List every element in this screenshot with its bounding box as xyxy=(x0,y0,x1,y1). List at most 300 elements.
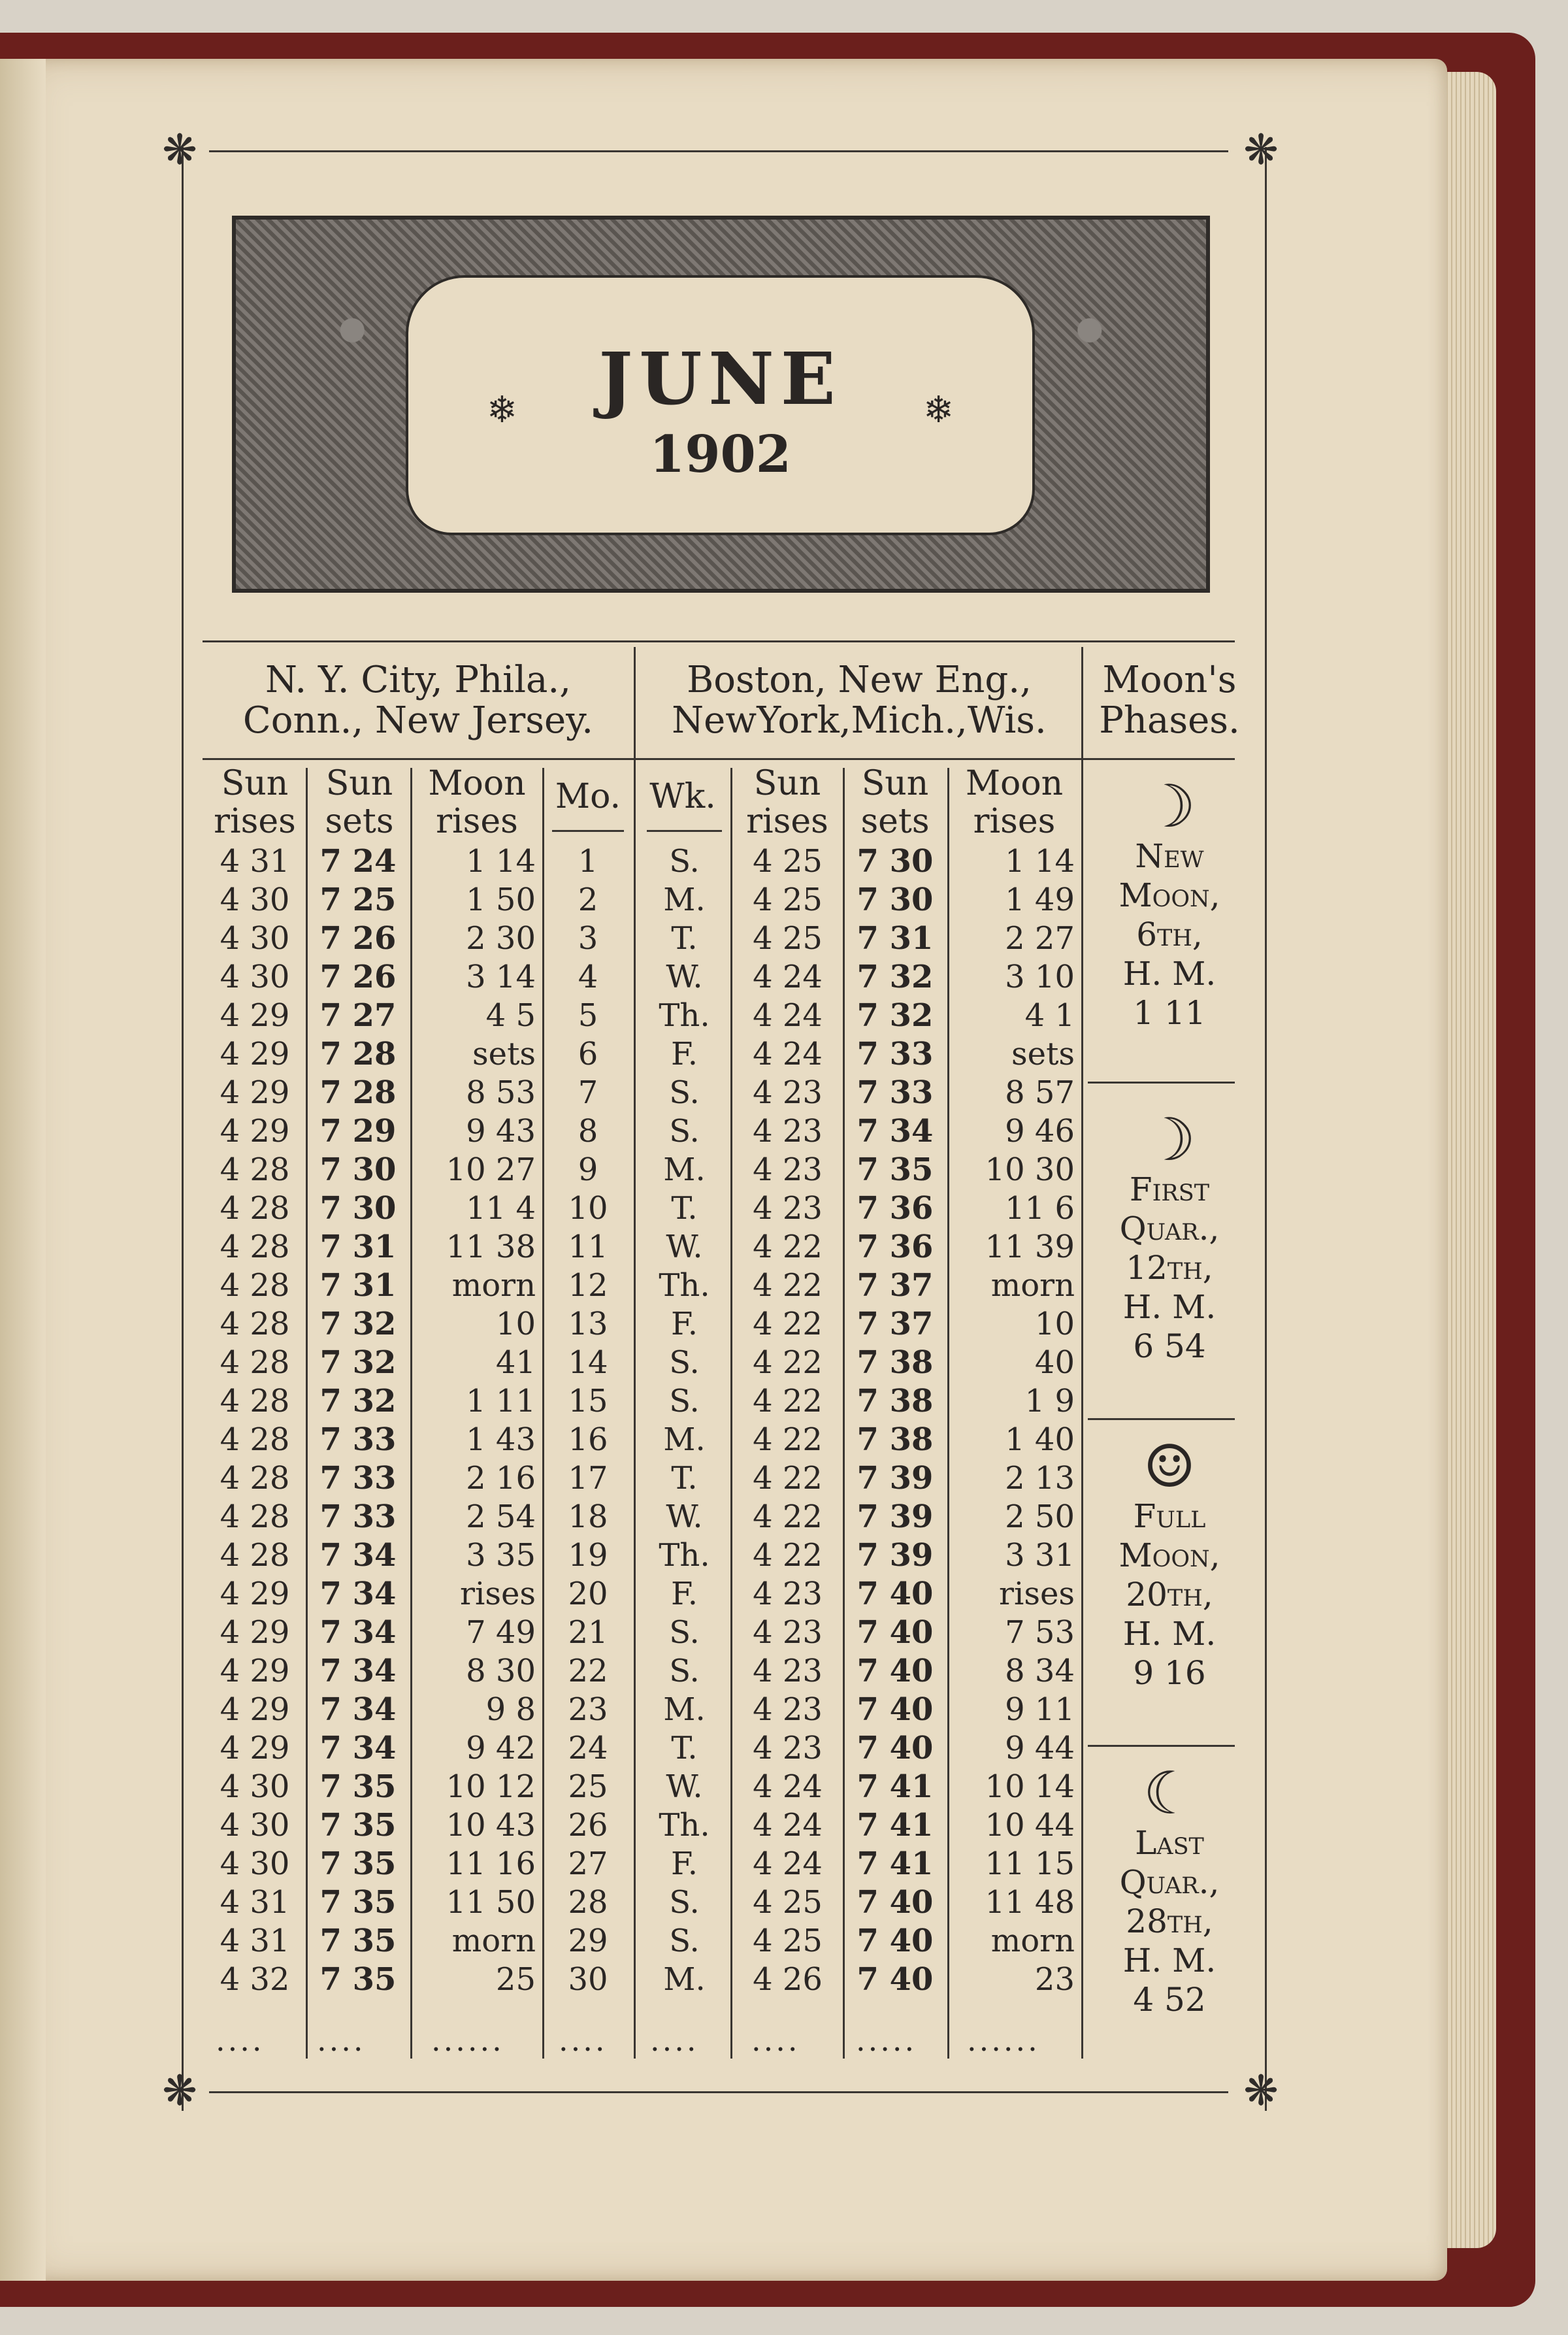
month-day-cell: 14 xyxy=(568,1344,608,1381)
ny-sun-rises-cell: 4 31 xyxy=(220,1923,290,1959)
column-end-dots: .... xyxy=(559,2023,608,2058)
group-header-ny: N. Y. City, Phila., Conn., New Jersey. xyxy=(242,659,594,742)
week-day-cell: S. xyxy=(669,1074,700,1111)
month-day-cell: 20 xyxy=(568,1576,608,1612)
week-day-cell: S. xyxy=(669,1344,700,1381)
table-top-rule xyxy=(203,640,1235,642)
boston-moon-rises-cell: morn xyxy=(990,1923,1075,1959)
ny-sun-rises-cell: 4 28 xyxy=(220,1383,290,1419)
boston-moon-rises-cell: 40 xyxy=(1034,1344,1075,1381)
group-header-boston: Boston, New Eng., NewYork,Mich.,Wis. xyxy=(672,659,1047,742)
month-day-cell: 17 xyxy=(568,1460,608,1497)
month-day-cell: 22 xyxy=(568,1653,608,1689)
boston-sun-sets-cell: 7 33 xyxy=(857,1036,934,1072)
boston-sun-rises-cell: 4 23 xyxy=(753,1151,823,1188)
ny-moon-rises-cell: 1 11 xyxy=(466,1383,536,1419)
ny-sun-rises-cell: 4 30 xyxy=(220,1768,290,1805)
boston-sun-rises-cell: 4 25 xyxy=(753,1884,823,1921)
ny-sun-sets-cell: 7 25 xyxy=(319,882,397,918)
ny-sun-sets-cell: 7 26 xyxy=(319,959,397,995)
week-day-cell: S. xyxy=(669,843,700,880)
ny-sun-sets-cell: 7 29 xyxy=(319,1113,397,1150)
boston-sun-sets-cell: 7 31 xyxy=(857,920,934,957)
week-day-cell: S. xyxy=(669,1923,700,1959)
boston-moon-rises-cell: 9 44 xyxy=(1005,1730,1075,1766)
boston-sun-sets-cell: 7 38 xyxy=(857,1421,934,1458)
full-moon-face-icon: ☺ xyxy=(1143,1432,1196,1501)
boston-sun-rises-cell: 4 24 xyxy=(753,959,823,995)
month-day-cell: 11 xyxy=(568,1229,608,1265)
phase-new-moon xyxy=(1085,772,1254,1033)
ny-sun-sets-cell: 7 35 xyxy=(319,1846,397,1882)
phase-divider xyxy=(1088,1418,1235,1420)
week-day-cell: Th. xyxy=(659,997,710,1034)
ny-moon-rises-cell: 3 14 xyxy=(466,959,536,995)
boston-moon-rises-cell: 4 1 xyxy=(1024,997,1075,1034)
boston-sun-sets-cell: 7 41 xyxy=(857,1807,934,1844)
corner-ornament-icon: ❋ xyxy=(162,2067,197,2115)
ny-moon-rises-cell: 9 8 xyxy=(485,1691,536,1728)
boston-moon-rises-cell: 11 15 xyxy=(985,1846,1075,1882)
phase-name: Last Quar., xyxy=(1119,1824,1220,1901)
boston-sun-rises-cell: 4 22 xyxy=(753,1229,823,1265)
ny-moon-rises-cell: 9 42 xyxy=(466,1730,536,1766)
ny-sun-rises-cell: 4 29 xyxy=(220,1113,290,1150)
ny-sun-rises-cell: 4 31 xyxy=(220,1884,290,1921)
ny-sun-rises-cell: 4 30 xyxy=(220,1846,290,1882)
month-day-cell: 25 xyxy=(568,1768,608,1805)
boston-moon-rises-cell: 8 57 xyxy=(1005,1074,1075,1111)
boston-sun-sets-cell: 7 38 xyxy=(857,1344,934,1381)
col-head-ny-sun-rises: Sun rises xyxy=(214,764,296,841)
boston-sun-sets-cell: 7 38 xyxy=(857,1383,934,1419)
ny-moon-rises-cell: morn xyxy=(451,1267,536,1304)
week-day-cell: S. xyxy=(669,1113,700,1150)
boston-sun-sets-cell: 7 41 xyxy=(857,1846,934,1882)
ny-sun-rises-cell: 4 29 xyxy=(220,1614,290,1651)
boston-sun-rises-cell: 4 25 xyxy=(753,920,823,957)
ny-sun-rises-cell: 4 30 xyxy=(220,882,290,918)
boston-sun-rises-cell: 4 22 xyxy=(753,1460,823,1497)
ny-moon-rises-cell: 1 43 xyxy=(466,1421,536,1458)
month-day-cell: 9 xyxy=(578,1151,598,1188)
week-day-cell: T. xyxy=(671,1730,698,1766)
boston-sun-sets-cell: 7 39 xyxy=(857,1460,934,1497)
phase-hm-label: H. M. xyxy=(1122,1288,1217,1326)
month-header-banner xyxy=(232,216,1210,593)
ny-moon-rises-cell: 10 43 xyxy=(446,1807,536,1844)
month-day-cell: 4 xyxy=(578,959,598,995)
phase-day: 20th, xyxy=(1126,1576,1213,1614)
boston-sun-rises-cell: 4 22 xyxy=(753,1267,823,1304)
col-head-month-day: Mo. xyxy=(555,777,621,816)
boston-moon-rises-cell: morn xyxy=(990,1267,1075,1304)
boston-sun-sets-cell: 7 36 xyxy=(857,1190,934,1227)
ny-moon-rises-cell: rises xyxy=(460,1576,536,1612)
first-quarter-moon-icon: ☽ xyxy=(1143,1106,1196,1174)
boston-sun-rises-cell: 4 23 xyxy=(753,1074,823,1111)
week-day-cell: S. xyxy=(669,1383,700,1419)
week-day-cell: Th. xyxy=(659,1807,710,1844)
group-header-rule xyxy=(203,758,1235,760)
phase-time: 4 52 xyxy=(1133,1981,1206,2019)
ny-moon-rises-cell: 10 xyxy=(495,1306,536,1342)
month-day-cell: 24 xyxy=(568,1730,608,1766)
boston-sun-rises-cell: 4 23 xyxy=(753,1190,823,1227)
month-day-cell: 15 xyxy=(568,1383,608,1419)
ny-moon-rises-cell: 8 53 xyxy=(466,1074,536,1111)
boston-sun-rises-cell: 4 24 xyxy=(753,1036,823,1072)
week-day-cell: F. xyxy=(670,1846,698,1882)
phase-divider xyxy=(1088,1745,1235,1747)
ny-sun-rises-cell: 4 29 xyxy=(220,1653,290,1689)
wk-underline xyxy=(647,830,722,832)
week-day-cell: Th. xyxy=(659,1537,710,1574)
ny-sun-sets-cell: 7 35 xyxy=(319,1884,397,1921)
boston-sun-rises-cell: 4 22 xyxy=(753,1306,823,1342)
boston-sun-sets-cell: 7 40 xyxy=(857,1961,934,1998)
ny-sun-rises-cell: 4 28 xyxy=(220,1499,290,1535)
boston-moon-rises-cell: 1 40 xyxy=(1005,1421,1075,1458)
week-day-cell: W. xyxy=(666,959,703,995)
ny-sun-sets-cell: 7 27 xyxy=(319,997,397,1034)
col-head-ny-moon-rises: Moon rises xyxy=(428,764,526,841)
ny-moon-rises-cell: 3 35 xyxy=(466,1537,536,1574)
boston-moon-rises-cell: 10 14 xyxy=(985,1768,1075,1805)
month-header-cartouche xyxy=(406,275,1035,535)
ny-sun-sets-cell: 7 33 xyxy=(319,1499,397,1535)
month-day-cell: 28 xyxy=(568,1884,608,1921)
month-day-cell: 13 xyxy=(568,1306,608,1342)
ny-moon-rises-cell: 2 54 xyxy=(466,1499,536,1535)
ny-sun-rises-cell: 4 32 xyxy=(220,1961,290,1998)
ny-sun-sets-cell: 7 31 xyxy=(319,1267,397,1304)
corner-ornament-icon: ❋ xyxy=(1243,126,1279,174)
column-divider xyxy=(947,768,949,2059)
ny-moon-rises-cell: 10 12 xyxy=(446,1768,536,1805)
ny-moon-rises-cell: 11 4 xyxy=(466,1190,536,1227)
boston-sun-sets-cell: 7 37 xyxy=(857,1267,934,1304)
ny-moon-rises-cell: 9 43 xyxy=(466,1113,536,1150)
ny-moon-rises-cell: 7 49 xyxy=(466,1614,536,1651)
col-head-boston-sun-rises: Sun rises xyxy=(746,764,828,841)
boston-sun-rises-cell: 4 26 xyxy=(753,1961,823,1998)
boston-sun-sets-cell: 7 41 xyxy=(857,1768,934,1805)
ny-sun-sets-cell: 7 24 xyxy=(319,843,397,880)
week-day-cell: W. xyxy=(666,1768,703,1805)
ny-moon-rises-cell: 11 50 xyxy=(446,1884,536,1921)
ny-sun-sets-cell: 7 35 xyxy=(319,1961,397,1998)
ny-sun-rises-cell: 4 29 xyxy=(220,1691,290,1728)
ny-moon-rises-cell: 41 xyxy=(495,1344,536,1381)
col-head-boston-moon-rises: Moon rises xyxy=(965,764,1064,841)
boston-moon-rises-cell: 3 31 xyxy=(1005,1537,1075,1574)
week-day-cell: T. xyxy=(671,1460,698,1497)
boston-sun-sets-cell: 7 40 xyxy=(857,1691,934,1728)
ny-sun-sets-cell: 7 35 xyxy=(319,1768,397,1805)
ny-sun-rises-cell: 4 29 xyxy=(220,997,290,1034)
ny-sun-sets-cell: 7 34 xyxy=(319,1730,397,1766)
phase-day: 6th, xyxy=(1136,916,1203,953)
boston-sun-sets-cell: 7 40 xyxy=(857,1884,934,1921)
boston-sun-rises-cell: 4 22 xyxy=(753,1383,823,1419)
column-end-dots: .... xyxy=(317,2023,366,2058)
ny-sun-sets-cell: 7 30 xyxy=(319,1190,397,1227)
week-day-cell: M. xyxy=(663,1151,706,1188)
phase-hm-label: H. M. xyxy=(1122,955,1217,993)
year-title: 1902 xyxy=(649,425,792,484)
ny-sun-rises-cell: 4 28 xyxy=(220,1151,290,1188)
ny-sun-sets-cell: 7 34 xyxy=(319,1537,397,1574)
month-day-cell: 10 xyxy=(568,1190,608,1227)
ny-sun-rises-cell: 4 30 xyxy=(220,920,290,957)
ny-sun-sets-cell: 7 26 xyxy=(319,920,397,957)
boston-sun-rises-cell: 4 24 xyxy=(753,1768,823,1805)
boston-sun-sets-cell: 7 39 xyxy=(857,1537,934,1574)
boston-sun-sets-cell: 7 40 xyxy=(857,1653,934,1689)
month-day-cell: 2 xyxy=(578,882,598,918)
ny-sun-sets-cell: 7 31 xyxy=(319,1229,397,1265)
col-head-ny-sun-sets: Sun sets xyxy=(325,764,394,841)
boston-moon-rises-cell: 23 xyxy=(1034,1961,1075,1998)
boston-moon-rises-cell: 10 30 xyxy=(985,1151,1075,1188)
month-title: JUNE xyxy=(598,337,842,421)
ny-sun-rises-cell: 4 29 xyxy=(220,1576,290,1612)
new-moon-icon: ☽ xyxy=(1143,772,1196,841)
boston-sun-rises-cell: 4 23 xyxy=(753,1653,823,1689)
ny-sun-rises-cell: 4 29 xyxy=(220,1074,290,1111)
phase-first-quarter xyxy=(1085,1106,1254,1366)
week-day-cell: M. xyxy=(663,882,706,918)
ny-sun-rises-cell: 4 28 xyxy=(220,1537,290,1574)
boston-sun-rises-cell: 4 22 xyxy=(753,1537,823,1574)
boston-sun-rises-cell: 4 24 xyxy=(753,1846,823,1882)
boston-sun-rises-cell: 4 23 xyxy=(753,1113,823,1150)
ny-sun-sets-cell: 7 34 xyxy=(319,1653,397,1689)
month-day-cell: 5 xyxy=(578,997,598,1034)
group-divider xyxy=(1081,647,1083,2059)
month-day-cell: 12 xyxy=(568,1267,608,1304)
week-day-cell: W. xyxy=(666,1499,703,1535)
ny-sun-rises-cell: 4 28 xyxy=(220,1460,290,1497)
ny-moon-rises-cell: 1 50 xyxy=(466,882,536,918)
column-end-dots: ...... xyxy=(967,2023,1040,2058)
month-day-cell: 27 xyxy=(568,1846,608,1882)
boston-sun-sets-cell: 7 40 xyxy=(857,1576,934,1612)
week-day-cell: S. xyxy=(669,1884,700,1921)
ny-moon-rises-cell: 11 16 xyxy=(446,1846,536,1882)
boston-sun-sets-cell: 7 40 xyxy=(857,1614,934,1651)
month-day-cell: 8 xyxy=(578,1113,598,1150)
boston-moon-rises-cell: 11 39 xyxy=(985,1229,1075,1265)
ny-sun-rises-cell: 4 31 xyxy=(220,843,290,880)
ny-sun-sets-cell: 7 32 xyxy=(319,1344,397,1381)
column-end-dots: .... xyxy=(650,2023,699,2058)
corner-ornament-icon: ❋ xyxy=(162,126,197,174)
month-day-cell: 21 xyxy=(568,1614,608,1651)
phase-name: Full Moon, xyxy=(1119,1497,1220,1574)
ny-moon-rises-cell: 25 xyxy=(495,1961,536,1998)
ny-moon-rises-cell: morn xyxy=(451,1923,536,1959)
column-divider xyxy=(410,768,412,2059)
boston-sun-sets-cell: 7 32 xyxy=(857,997,934,1034)
month-day-cell: 23 xyxy=(568,1691,608,1728)
month-day-cell: 29 xyxy=(568,1923,608,1959)
week-day-cell: T. xyxy=(671,920,698,957)
week-day-cell: W. xyxy=(666,1229,703,1265)
boston-moon-rises-cell: 2 13 xyxy=(1005,1460,1075,1497)
boston-sun-rises-cell: 4 22 xyxy=(753,1421,823,1458)
week-day-cell: F. xyxy=(670,1036,698,1072)
ny-sun-sets-cell: 7 34 xyxy=(319,1614,397,1651)
boston-sun-rises-cell: 4 23 xyxy=(753,1730,823,1766)
month-day-cell: 1 xyxy=(578,843,598,880)
boston-sun-sets-cell: 7 40 xyxy=(857,1730,934,1766)
boston-moon-rises-cell: 7 53 xyxy=(1005,1614,1075,1651)
boston-sun-sets-cell: 7 39 xyxy=(857,1499,934,1535)
ny-sun-sets-cell: 7 34 xyxy=(319,1576,397,1612)
boston-moon-rises-cell: 3 10 xyxy=(1005,959,1075,995)
month-day-cell: 3 xyxy=(578,920,598,957)
boston-moon-rises-cell: 10 xyxy=(1034,1306,1075,1342)
boston-sun-rises-cell: 4 22 xyxy=(753,1344,823,1381)
ny-sun-rises-cell: 4 28 xyxy=(220,1306,290,1342)
boston-moon-rises-cell: 1 14 xyxy=(1005,843,1075,880)
ny-sun-rises-cell: 4 28 xyxy=(220,1229,290,1265)
phase-name: New Moon, xyxy=(1119,837,1220,914)
week-day-cell: M. xyxy=(663,1421,706,1458)
star-icon: ❄ xyxy=(487,389,517,431)
week-day-cell: Th. xyxy=(659,1267,710,1304)
month-day-cell: 18 xyxy=(568,1499,608,1535)
ny-sun-rises-cell: 4 29 xyxy=(220,1730,290,1766)
boston-moon-rises-cell: 9 46 xyxy=(1005,1113,1075,1150)
ny-moon-rises-cell: 10 27 xyxy=(446,1151,536,1188)
boston-sun-sets-cell: 7 32 xyxy=(857,959,934,995)
week-day-cell: S. xyxy=(669,1614,700,1651)
boston-sun-rises-cell: 4 25 xyxy=(753,882,823,918)
column-divider xyxy=(306,768,308,2059)
boston-sun-sets-cell: 7 30 xyxy=(857,882,934,918)
column-divider xyxy=(542,768,544,2059)
phase-last-quarter xyxy=(1085,1759,1254,2019)
month-day-cell: 26 xyxy=(568,1807,608,1844)
boston-sun-rises-cell: 4 22 xyxy=(753,1499,823,1535)
phase-name: First Quar., xyxy=(1119,1170,1220,1248)
month-day-cell: 6 xyxy=(578,1036,598,1072)
star-icon: ❄ xyxy=(923,389,954,431)
boston-sun-sets-cell: 7 37 xyxy=(857,1306,934,1342)
phase-time: 1 11 xyxy=(1133,994,1206,1032)
phase-divider xyxy=(1088,1082,1235,1084)
boston-moon-rises-cell: 9 11 xyxy=(1005,1691,1075,1728)
week-day-cell: T. xyxy=(671,1190,698,1227)
ny-sun-rises-cell: 4 28 xyxy=(220,1267,290,1304)
phase-day: 12th, xyxy=(1126,1249,1213,1287)
col-head-boston-sun-sets: Sun sets xyxy=(860,764,930,841)
boston-moon-rises-cell: rises xyxy=(999,1576,1075,1612)
group-header-moon: Moon's Phases. xyxy=(1099,659,1240,742)
boston-sun-rises-cell: 4 23 xyxy=(753,1691,823,1728)
week-day-cell: M. xyxy=(663,1691,706,1728)
boston-sun-rises-cell: 4 23 xyxy=(753,1614,823,1651)
ny-sun-sets-cell: 7 34 xyxy=(319,1691,397,1728)
ny-sun-sets-cell: 7 33 xyxy=(319,1460,397,1497)
boston-sun-sets-cell: 7 30 xyxy=(857,843,934,880)
month-day-cell: 16 xyxy=(568,1421,608,1458)
month-day-cell: 19 xyxy=(568,1537,608,1574)
phase-day: 28th, xyxy=(1126,1902,1213,1940)
ny-sun-sets-cell: 7 28 xyxy=(319,1036,397,1072)
corner-ornament-icon: ❋ xyxy=(1243,2067,1279,2115)
boston-sun-rises-cell: 4 24 xyxy=(753,997,823,1034)
col-head-week-day: Wk. xyxy=(649,777,716,816)
ny-sun-rises-cell: 4 30 xyxy=(220,959,290,995)
last-quarter-moon-icon: ☾ xyxy=(1143,1759,1196,1828)
ny-moon-rises-cell: 1 14 xyxy=(466,843,536,880)
column-divider xyxy=(843,768,845,2059)
ny-sun-rises-cell: 4 29 xyxy=(220,1036,290,1072)
boston-sun-rises-cell: 4 23 xyxy=(753,1576,823,1612)
boston-moon-rises-cell: 1 9 xyxy=(1024,1383,1075,1419)
ny-moon-rises-cell: 8 30 xyxy=(466,1653,536,1689)
ny-sun-sets-cell: 7 30 xyxy=(319,1151,397,1188)
ny-moon-rises-cell: 4 5 xyxy=(485,997,536,1034)
column-end-dots: ..... xyxy=(856,2023,917,2058)
phase-time: 6 54 xyxy=(1133,1327,1206,1365)
ny-moon-rises-cell: sets xyxy=(472,1036,536,1072)
boston-moon-rises-cell: 8 34 xyxy=(1005,1653,1075,1689)
month-day-cell: 7 xyxy=(578,1074,598,1111)
boston-moon-rises-cell: 2 50 xyxy=(1005,1499,1075,1535)
boston-sun-rises-cell: 4 24 xyxy=(753,1807,823,1844)
boston-sun-rises-cell: 4 25 xyxy=(753,1923,823,1959)
boston-sun-sets-cell: 7 35 xyxy=(857,1151,934,1188)
phase-time: 9 16 xyxy=(1133,1654,1206,1692)
ny-sun-sets-cell: 7 32 xyxy=(319,1306,397,1342)
ny-sun-rises-cell: 4 30 xyxy=(220,1807,290,1844)
column-end-dots: ...... xyxy=(431,2023,504,2058)
column-end-dots: .... xyxy=(751,2023,800,2058)
phase-full-moon xyxy=(1085,1432,1254,1693)
boston-moon-rises-cell: 11 6 xyxy=(1005,1190,1075,1227)
boston-sun-sets-cell: 7 40 xyxy=(857,1923,934,1959)
column-divider xyxy=(730,768,732,2059)
column-end-dots: .... xyxy=(216,2023,265,2058)
week-day-cell: M. xyxy=(663,1961,706,1998)
ny-sun-rises-cell: 4 28 xyxy=(220,1421,290,1458)
ny-sun-rises-cell: 4 28 xyxy=(220,1190,290,1227)
ny-sun-sets-cell: 7 33 xyxy=(319,1421,397,1458)
ny-sun-sets-cell: 7 35 xyxy=(319,1923,397,1959)
boston-moon-rises-cell: 11 48 xyxy=(985,1884,1075,1921)
boston-moon-rises-cell: 1 49 xyxy=(1005,882,1075,918)
ny-moon-rises-cell: 2 30 xyxy=(466,920,536,957)
boston-moon-rises-cell: sets xyxy=(1011,1036,1075,1072)
ny-moon-rises-cell: 11 38 xyxy=(446,1229,536,1265)
group-divider xyxy=(634,647,636,2059)
ny-moon-rises-cell: 2 16 xyxy=(466,1460,536,1497)
boston-moon-rises-cell: 10 44 xyxy=(985,1807,1075,1844)
frame-top-rule xyxy=(209,150,1228,152)
week-day-cell: F. xyxy=(670,1306,698,1342)
phase-hm-label: H. M. xyxy=(1122,1615,1217,1653)
week-day-cell: F. xyxy=(670,1576,698,1612)
month-day-cell: 30 xyxy=(568,1961,608,1998)
ny-sun-sets-cell: 7 32 xyxy=(319,1383,397,1419)
boston-sun-sets-cell: 7 33 xyxy=(857,1074,934,1111)
frame-bottom-rule xyxy=(209,2091,1228,2093)
